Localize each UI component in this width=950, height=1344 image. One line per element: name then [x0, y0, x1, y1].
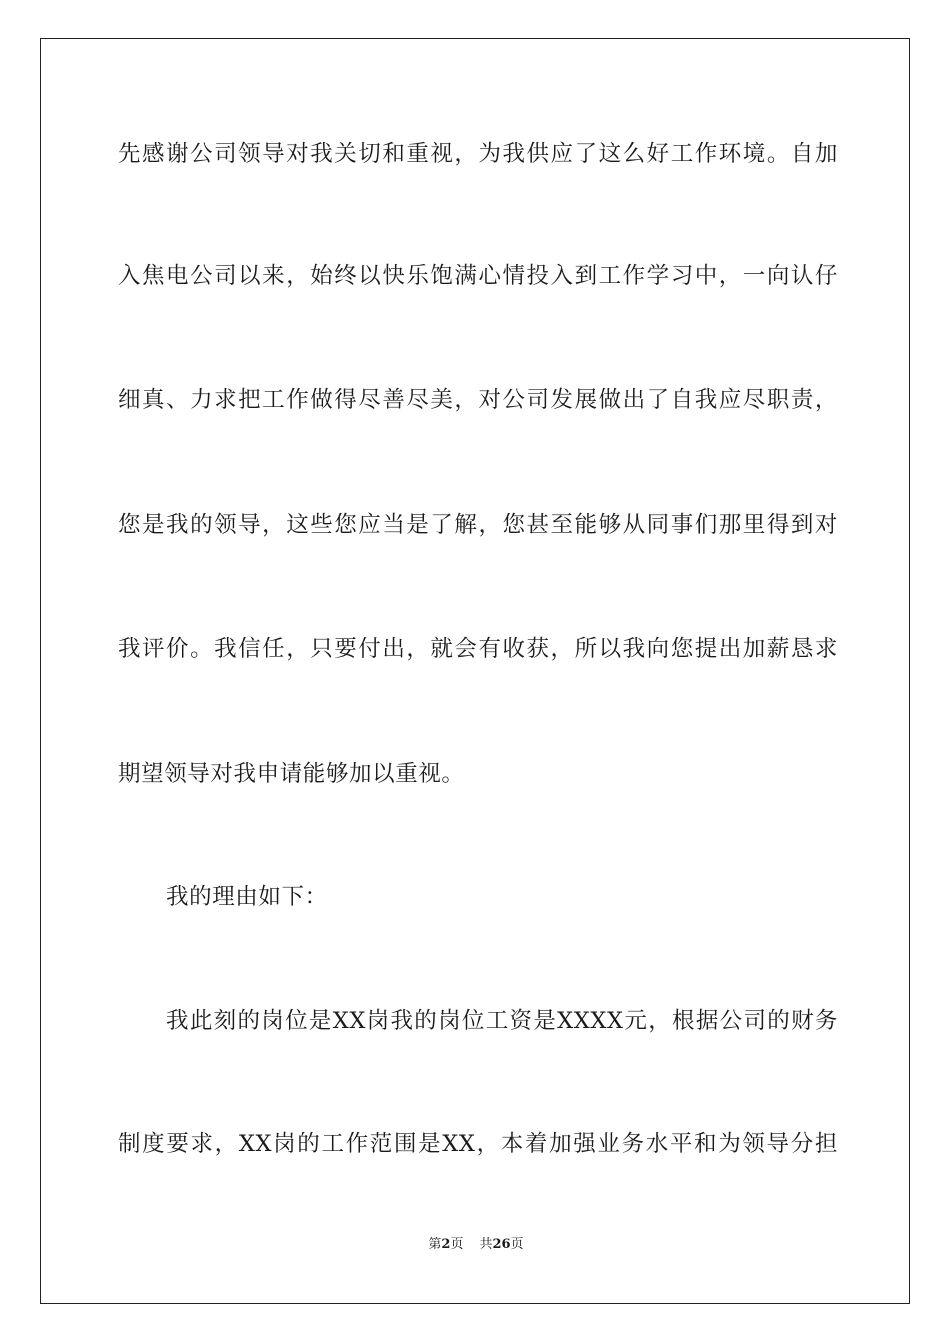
page-suffix: 页: [450, 1237, 464, 1252]
body-line-2: 入焦电公司以来，始终以快乐饱满心情投入到工作学习中，一向认仔: [118, 263, 838, 289]
body-line-1: 先感谢公司领导对我关切和重视，为我供应了这么好工作环境。自加: [118, 141, 838, 167]
current-page-number: 2: [441, 1237, 451, 1252]
document-page: [40, 38, 910, 1304]
body-line-9: 制度要求，XX岗的工作范围是XX，本着加强业务水平和为领导分担: [118, 1131, 838, 1157]
total-suffix: 页: [510, 1237, 524, 1252]
body-line-4: 您是我的领导，这些您应当是了解，您甚至能够从同事们那里得到对: [118, 512, 838, 538]
page-footer: [41, 1233, 911, 1252]
body-line-8: 我此刻的岗位是XX岗我的岗位工资是XXXX元，根据公司的财务: [166, 1008, 838, 1034]
body-line-3: 细真、力求把工作做得尽善尽美，对公司发展做出了自我应尽职责，: [118, 387, 838, 413]
page-prefix: 第: [428, 1237, 442, 1252]
total-prefix: 共: [479, 1237, 493, 1252]
body-line-7: 我的理由如下：: [166, 884, 328, 910]
total-page-count: 26: [492, 1237, 511, 1252]
body-line-6: 期望领导对我申请能够加以重视。: [118, 761, 465, 787]
body-line-5: 我评价。我信任，只要付出，就会有收获，所以我向您提出加薪恳求: [118, 636, 838, 662]
